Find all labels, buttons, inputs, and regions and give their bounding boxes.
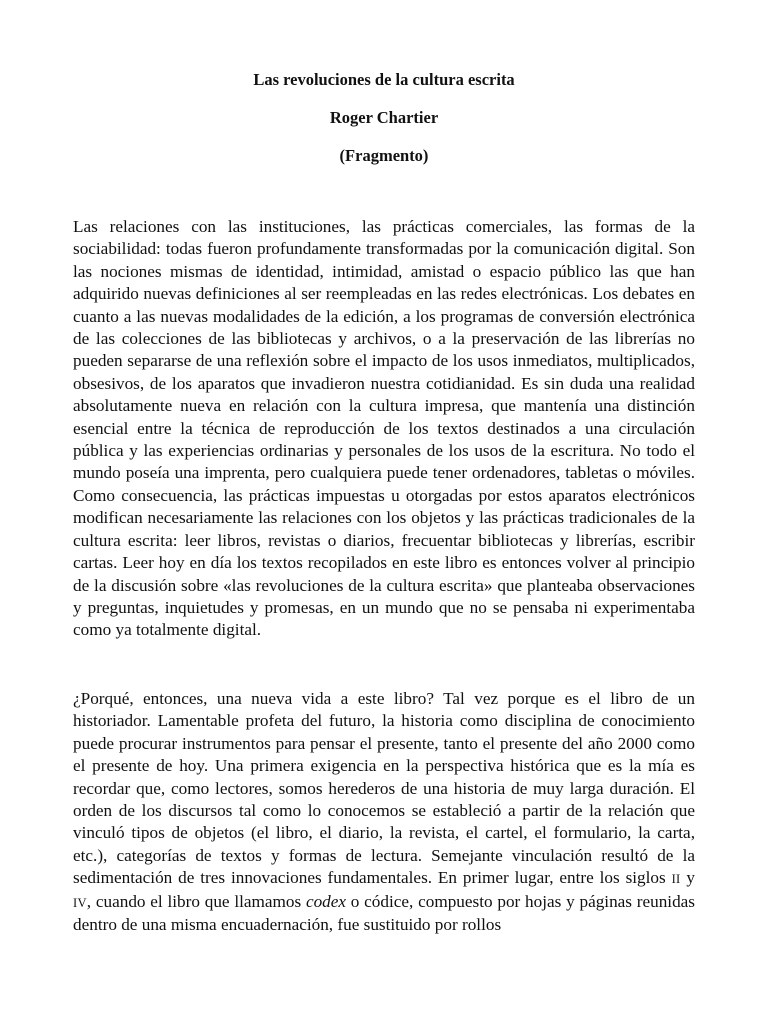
connector-text: y [680, 868, 696, 888]
paragraph-1: Las relaciones con las instituciones, las prácticas comerciales, las formas de la sociabilidad: todas fueron profundamente transformadas por la comunicación digital. Son las nociones mismas de identidad, intimidad, amistad o espacio público las que han adquirido nuevas definiciones al ser reempleadas en las redes electrónicas. Los debates en cuanto a las nuevas modalidades de la edición, a los programas de conversión electrónica de las colecciones de las bibliotecas y archivos, o a la preservación de las librerías no pueden separarse de una reflexión sobre el impacto de los usos inmediatos, multiplicados, obsesivos, de los aparatos que invadieron nuestra cotidianidad. Es sin duda una realidad absolutamente nueva en relación con la cultura impresa, que mantenía una distinción esencial entre la técnica de reproducción de los textos destinados a una circulación pública y las experiencias ordinarias y personales de los usos de la escritura. No todo el mundo poseía una imprenta, pero cualquiera puede tener ordenadores, tabletas o móviles. Como consecuencia, las prácticas impuestas u otorgadas por estos aparatos electrónicos modifican necesariamente las relaciones con los objetos y las prácticas tradicionales de la cultura escrita: leer libros, revistas o diarios, frecuentar bibliotecas y librerías, escribir cartas. Leer hoy en día los textos recopilados en este libro es entonces volver al principio de la discusión sobre «las revoluciones de la cultura escrita» que planteaba observaciones y preguntas, inquietudes y promesas, en un mundo que no se pensaba ni experimentaba como ya totalmente digital. [73, 217, 695, 640]
document-author: Roger Chartier [329, 108, 439, 127]
paragraph-2-part-1: ¿Porqué, entonces, una nueva vida a este libro? Tal vez porque es el libro de un historiador. Lamentable profeta del futuro, la historia como disciplina de conocimiento puede procurar instrumentos para pensar el presente, tanto el presente del año 2000 como el presente de hoy. Una primera exigencia en la perspectiva histórica que es la mía es recordar que, como lectores, somos herederos de una historia de muy larga duración. El orden de los discursos tal como lo conocemos se estableció a partir de la relación que vinculó tipos de objetos (el libro, el diario, la revista, el cartel, el formulario, la carta, etc.), categorías de textos y formas de lectura. Semejante vinculación resultó de la sedimentación de tres innovaciones fundamentales. En primer lugar, entre los siglos [73, 689, 695, 888]
paragraph-2 [73, 688, 695, 936]
century-roman-4: IV [73, 895, 87, 910]
paragraph-2-part-3: o códice, compuesto por hojas y páginas reunidas dentro de una misma encuadernación, fue sustituido por rollos [73, 891, 695, 935]
document-subtitle: (Fragmento) [339, 146, 429, 165]
paragraph-2-part-2: , cuando el libro que llamamos [86, 891, 306, 911]
codex-word: codex [305, 891, 347, 911]
century-roman-2: II [671, 872, 681, 887]
document-title: Las revoluciones de la cultura escrita [253, 70, 515, 89]
